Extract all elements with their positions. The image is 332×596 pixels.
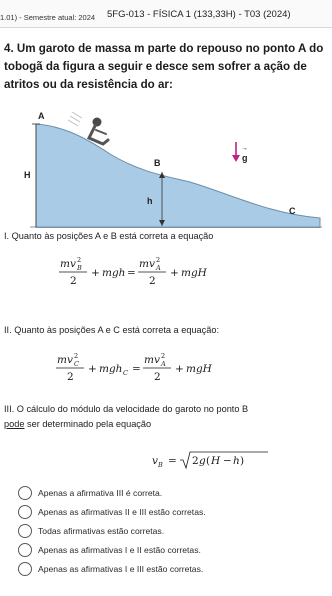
svg-text:+: +: [170, 267, 179, 279]
svg-text:+: +: [91, 267, 100, 279]
svg-text:mgh: mgh: [99, 363, 123, 375]
radio-button[interactable]: [18, 524, 32, 538]
equation-3-svg: [150, 448, 290, 472]
svg-text:+: +: [88, 363, 97, 375]
svg-text:2: 2: [192, 455, 199, 467]
equation-2-svg: [55, 350, 245, 386]
label-H: H: [24, 170, 31, 180]
svg-text:mv: mv: [139, 258, 155, 270]
course-title: 5FG-013 - FÍSICA 1 (133,33H) - T03 (2024): [107, 9, 291, 20]
option-label: Apenas a afirmativa III é correta.: [38, 488, 163, 498]
radio-button[interactable]: [18, 562, 32, 576]
svg-text:=: =: [132, 363, 141, 375]
statement-3-rest: ser determinado pela equação: [24, 419, 152, 429]
option-3[interactable]: [0, 523, 332, 539]
svg-text:B: B: [77, 264, 82, 272]
option-4[interactable]: [0, 542, 332, 558]
radio-button[interactable]: [18, 486, 32, 500]
svg-text:(: (: [206, 455, 211, 467]
label-B: B: [154, 158, 161, 168]
svg-text:mgh: mgh: [102, 267, 126, 279]
svg-text:C: C: [74, 360, 79, 368]
svg-text:=: =: [127, 267, 136, 279]
label-g: g: [242, 153, 248, 163]
svg-text:h: h: [233, 455, 240, 467]
svg-text:2: 2: [67, 371, 74, 383]
statement-2: II. Quanto às posições A e C está correta a equação:: [4, 325, 220, 335]
svg-text:mv: mv: [57, 354, 73, 366]
svg-text:→: →: [241, 145, 248, 152]
radio-button[interactable]: [18, 505, 32, 519]
svg-text:C: C: [123, 369, 128, 377]
svg-text:2: 2: [77, 256, 82, 264]
statement-1: I. Quanto às posições A e B está correta a equação: [4, 231, 214, 241]
equation-3: [150, 448, 290, 475]
statement-3-line-2: [4, 419, 151, 429]
option-1[interactable]: [0, 485, 332, 501]
svg-text:2: 2: [74, 352, 79, 360]
svg-text:v: v: [152, 455, 158, 467]
svg-text:B: B: [158, 461, 163, 469]
option-label: Todas afirmativas estão corretas.: [38, 526, 165, 536]
slide-figure: [0, 104, 332, 228]
svg-text:=: =: [168, 455, 177, 467]
statement-3-underlined-word: pode: [4, 419, 25, 429]
statement-3-line-1: III. O cálculo do módulo da velocidade do garoto no ponto B: [4, 404, 249, 414]
svg-text:mgH: mgH: [186, 363, 212, 375]
svg-text:H: H: [211, 455, 221, 467]
equation-2: [55, 350, 245, 389]
svg-text:2: 2: [149, 275, 156, 287]
label-C: C: [289, 206, 296, 216]
option-label: Apenas as afirmativas I e II estão corretas.: [38, 545, 201, 555]
option-label: Apenas as afirmativas I e III estão corretas.: [38, 564, 204, 574]
svg-text:): ): [240, 455, 245, 467]
svg-text:−: −: [223, 455, 232, 467]
label-h: h: [147, 196, 153, 206]
equation-1: [58, 254, 248, 293]
slide-surface: [36, 124, 320, 228]
svg-text:2: 2: [70, 275, 77, 287]
svg-text:mv: mv: [60, 258, 76, 270]
option-2[interactable]: [0, 504, 332, 520]
svg-text:mgH: mgH: [181, 267, 207, 279]
equation-1-svg: [58, 254, 248, 290]
label-A: A: [38, 111, 45, 121]
svg-text:2: 2: [154, 371, 161, 383]
svg-text:A: A: [161, 360, 166, 368]
question-text: 4. Um garoto de massa m parte do repouso no ponto A do tobogã da figura a seguir e desce sem sofrer a ação de atritos ou da resistência do ar:: [4, 42, 324, 91]
svg-text:A: A: [156, 264, 161, 272]
option-5[interactable]: [0, 561, 332, 577]
option-label: Apenas as afirmativas II e III estão corretas.: [38, 507, 206, 517]
top-bar: [0, 0, 332, 28]
svg-text:2: 2: [161, 352, 166, 360]
svg-text:+: +: [175, 363, 184, 375]
semester-label: 1.01) - Semestre atual: 2024: [0, 13, 96, 22]
svg-text:mv: mv: [144, 354, 160, 366]
radio-button[interactable]: [18, 543, 32, 557]
slide-diagram: [0, 104, 332, 228]
svg-text:g: g: [199, 455, 206, 467]
svg-text:2: 2: [156, 256, 161, 264]
